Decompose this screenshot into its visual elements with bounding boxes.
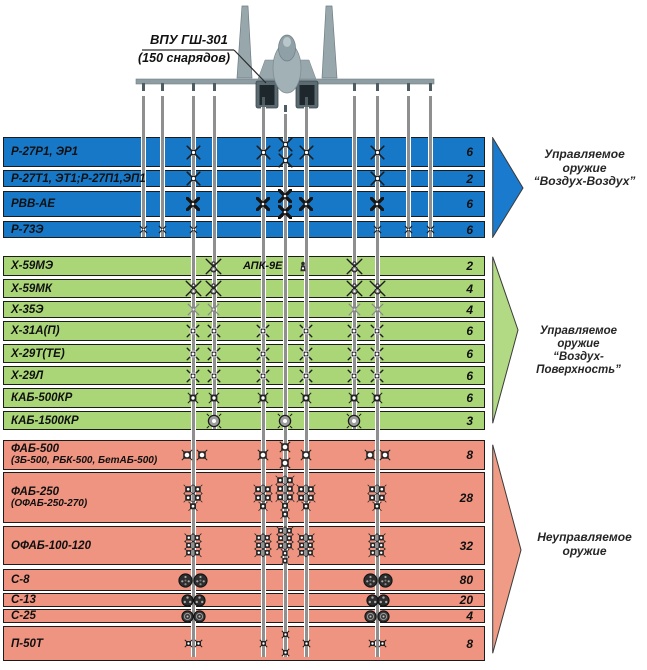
weapon-name-label: РВВ-АЕ bbox=[11, 198, 56, 210]
xsq-icon bbox=[347, 369, 361, 383]
cluster100-icon bbox=[182, 533, 204, 558]
rpod8-icon bbox=[378, 573, 393, 588]
fab-icon bbox=[196, 449, 208, 461]
cluster250-icon bbox=[366, 484, 388, 512]
weapon-name-label: Х-29Т(ТЕ) bbox=[11, 347, 65, 360]
max-load-count: 32 bbox=[459, 538, 473, 553]
xsq-icon bbox=[370, 324, 384, 338]
rpod13-icon bbox=[193, 594, 206, 607]
xsq-icon bbox=[299, 324, 313, 338]
cluster100-icon bbox=[252, 533, 274, 558]
amb-icon bbox=[186, 197, 200, 211]
max-load-count: 4 bbox=[466, 302, 473, 317]
pylon-stub bbox=[376, 83, 379, 91]
weapon-row-unguided-3 bbox=[3, 569, 485, 591]
ams-icon bbox=[373, 225, 382, 234]
kab15-icon bbox=[277, 413, 293, 429]
weapon-name-label: С-13 bbox=[11, 594, 36, 606]
pylon-line bbox=[160, 96, 165, 237]
x59-icon bbox=[346, 280, 363, 297]
am-icon bbox=[370, 145, 385, 160]
xsq-icon bbox=[370, 369, 384, 383]
cluster250-icon bbox=[274, 475, 296, 520]
xsq-icon bbox=[256, 324, 270, 338]
xsq-icon bbox=[207, 369, 221, 383]
rpod25-icon bbox=[193, 610, 206, 623]
max-load-count: 28 bbox=[459, 490, 473, 505]
p50-icon bbox=[281, 630, 290, 639]
pylon-line bbox=[406, 96, 411, 237]
max-load-count: 6 bbox=[466, 346, 473, 361]
cluster250-icon bbox=[295, 484, 317, 512]
x59-icon bbox=[185, 280, 202, 297]
weapon-row-air-to-surface-4 bbox=[3, 344, 485, 363]
cluster250-icon bbox=[252, 484, 274, 512]
kab15-icon bbox=[346, 413, 362, 429]
max-load-count: 6 bbox=[466, 145, 473, 159]
weapon-name-label: Р-73Э bbox=[11, 223, 44, 236]
max-load-count: 4 bbox=[466, 281, 473, 296]
weapon-row-air-to-air-3 bbox=[3, 221, 485, 238]
x59-icon bbox=[346, 258, 363, 275]
p50-icon bbox=[302, 639, 311, 648]
max-load-count: 2 bbox=[466, 259, 473, 273]
pylon-stub bbox=[262, 97, 265, 105]
rpod13-icon bbox=[377, 594, 390, 607]
am-icon bbox=[278, 153, 293, 168]
section-arrow-label-unguided: Неуправляемое оружие bbox=[537, 530, 632, 558]
pylon-stub bbox=[284, 105, 287, 112]
max-load-count: 6 bbox=[466, 197, 473, 211]
weapon-name-label: КАБ-500КР bbox=[11, 392, 73, 404]
xgray-icon bbox=[371, 303, 384, 316]
xsq-icon bbox=[186, 347, 200, 361]
weapon-name-label: Х-59МЭ bbox=[11, 260, 54, 272]
max-load-count: 6 bbox=[466, 368, 473, 383]
am-icon bbox=[186, 145, 201, 160]
fab-icon bbox=[300, 449, 312, 461]
weapon-name-label: Р-27Т1, ЭТ1;Р-27П1,ЭП1 bbox=[11, 172, 146, 185]
p50-icon bbox=[184, 639, 193, 648]
weapon-row-unguided-4 bbox=[3, 593, 485, 607]
kab-icon bbox=[348, 392, 360, 404]
xsq-icon bbox=[256, 369, 270, 383]
cluster100-icon bbox=[295, 533, 317, 558]
max-load-count: 3 bbox=[466, 413, 473, 428]
x59-icon bbox=[205, 280, 222, 297]
weapon-name-label: Х-59МК bbox=[11, 282, 52, 295]
xsq-icon bbox=[347, 347, 361, 361]
xsq-icon bbox=[299, 369, 313, 383]
p50-icon bbox=[281, 648, 290, 657]
weapon-row-air-to-air-2 bbox=[3, 191, 485, 217]
apk-9e-pod-icon bbox=[299, 261, 307, 272]
am-icon bbox=[256, 145, 271, 160]
gun-callout-name: ВПУ ГШ-301 bbox=[150, 32, 228, 47]
am-icon bbox=[186, 171, 201, 186]
am-icon bbox=[299, 145, 314, 160]
weapon-name-label: Р-27Р1, ЭР1 bbox=[11, 146, 79, 158]
x59-icon bbox=[369, 280, 386, 297]
weapon-row-air-to-surface-3 bbox=[3, 321, 485, 341]
kab-icon bbox=[187, 392, 199, 404]
callout-pointer-line bbox=[138, 44, 270, 86]
weapon-name-label: ФАБ-500 (3Б-500, РБК-500, БетАБ-500) bbox=[11, 443, 158, 466]
weapon-name-label: ФАБ-250 (ОФАБ-250-270) bbox=[11, 485, 88, 509]
max-load-count: 6 bbox=[466, 391, 473, 405]
section-arrow-unguided bbox=[492, 444, 522, 654]
weapon-name-label: П-50Т bbox=[11, 637, 43, 650]
max-load-count: 4 bbox=[466, 609, 473, 623]
ams-icon bbox=[139, 225, 148, 234]
am-icon bbox=[278, 137, 293, 152]
xsq-icon bbox=[256, 347, 270, 361]
cluster250-icon bbox=[182, 484, 204, 512]
x59-icon bbox=[205, 258, 222, 275]
kab-icon bbox=[300, 392, 312, 404]
weapon-row-air-to-surface-1 bbox=[3, 279, 485, 298]
fab-icon bbox=[279, 457, 291, 469]
kab-icon bbox=[371, 392, 383, 404]
xsq-icon bbox=[347, 324, 361, 338]
fab-icon bbox=[181, 449, 193, 461]
xgray-icon bbox=[187, 303, 200, 316]
max-load-count: 8 bbox=[466, 448, 473, 462]
weapon-name-label: С-25 bbox=[11, 610, 36, 622]
p50-icon bbox=[194, 639, 203, 648]
weapon-name-label: Х-29Л bbox=[11, 369, 44, 382]
xsq-icon bbox=[207, 324, 221, 338]
fab-icon bbox=[364, 449, 376, 461]
weapon-row-air-to-surface-2 bbox=[3, 301, 485, 318]
amb-icon bbox=[370, 197, 384, 211]
section-arrow-air-to-air bbox=[492, 137, 524, 238]
rpod8-icon bbox=[363, 573, 378, 588]
pylon-stub bbox=[305, 97, 308, 105]
xsq-icon bbox=[299, 347, 313, 361]
max-load-count: 2 bbox=[466, 171, 473, 186]
section-arrow-label-air-to-surface: Управляемое оружие “Воздух- Поверхность” bbox=[536, 325, 621, 376]
ams-icon bbox=[158, 225, 167, 234]
cluster100-icon bbox=[274, 526, 296, 566]
section-arrow-label-air-to-air: Управляемое оружие “Воздух-Воздух” bbox=[533, 147, 636, 188]
xsq-icon bbox=[207, 347, 221, 361]
weapon-row-unguided-5 bbox=[3, 609, 485, 623]
kab-icon bbox=[208, 392, 220, 404]
max-load-count: 80 bbox=[459, 573, 473, 587]
xsq-icon bbox=[186, 369, 200, 383]
xsq-icon bbox=[186, 324, 200, 338]
weapon-name-label: Х-35Э bbox=[11, 303, 44, 316]
max-load-count: 6 bbox=[466, 222, 473, 237]
amb-icon bbox=[299, 197, 313, 211]
weapon-name-label: Х-31А(П) bbox=[11, 325, 60, 337]
kab-icon bbox=[257, 392, 269, 404]
max-load-count: 8 bbox=[466, 636, 473, 651]
p50-icon bbox=[259, 639, 268, 648]
gun-callout-rounds: (150 снарядов) bbox=[138, 51, 231, 65]
pylon-stub bbox=[429, 83, 432, 91]
weapon-name-label: С-8 bbox=[11, 574, 30, 586]
amb-icon bbox=[278, 205, 292, 219]
ams-icon bbox=[189, 225, 198, 234]
amb-icon bbox=[278, 189, 292, 203]
pylon-line bbox=[141, 96, 146, 237]
max-load-count: 6 bbox=[466, 324, 473, 338]
weapon-row-air-to-surface-5 bbox=[3, 366, 485, 385]
cluster100-icon bbox=[366, 533, 388, 558]
weapon-name-label: ОФАБ-100-120 bbox=[11, 539, 91, 552]
fab-icon bbox=[279, 441, 291, 453]
weapon-row-unguided-6 bbox=[3, 626, 485, 661]
fab-icon bbox=[257, 449, 269, 461]
xgray-icon bbox=[207, 303, 220, 316]
max-load-count: 20 bbox=[459, 593, 473, 607]
rpod25-icon bbox=[364, 610, 377, 623]
ams-icon bbox=[404, 225, 413, 234]
xgray-icon bbox=[348, 303, 361, 316]
kab15-icon bbox=[206, 413, 222, 429]
p50-icon bbox=[368, 639, 377, 648]
p50-icon bbox=[378, 639, 387, 648]
pylon-stub bbox=[407, 83, 410, 91]
weapon-name-label: КАБ-1500КР bbox=[11, 414, 79, 427]
xsq-icon bbox=[370, 347, 384, 361]
weapon-row-air-to-surface-6 bbox=[3, 388, 485, 408]
apk-9e-pod-label: АПК-9Е bbox=[243, 260, 283, 272]
amb-icon bbox=[256, 197, 270, 211]
pylon-stub bbox=[353, 83, 356, 91]
am-icon bbox=[370, 171, 385, 186]
rpod8-icon bbox=[178, 573, 193, 588]
fab-icon bbox=[379, 449, 391, 461]
rpod25-icon bbox=[377, 610, 390, 623]
rpod8-icon bbox=[193, 573, 208, 588]
